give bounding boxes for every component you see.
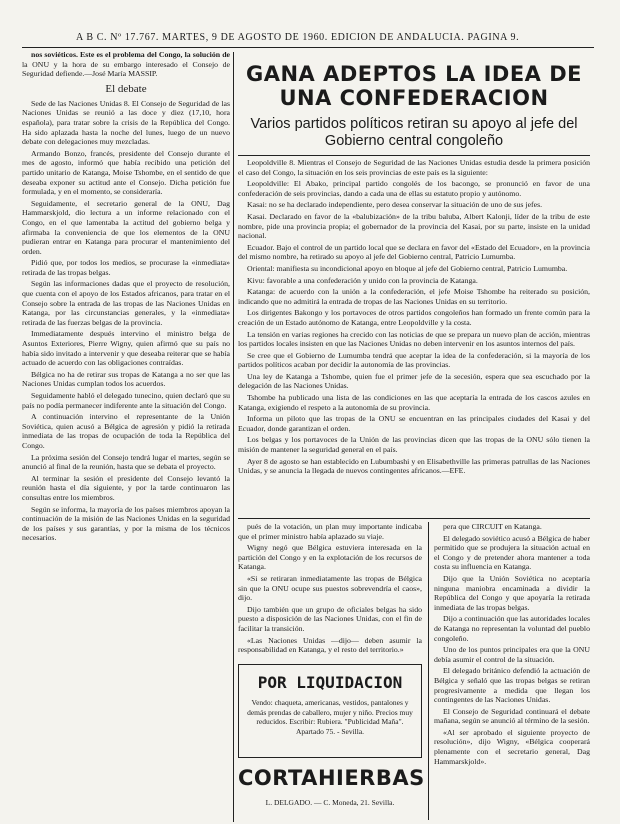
- lower-right-text: [434, 522, 590, 820]
- lower-left-paragraph: pués de la votación, un plan muy importante indicaba que el primer ministro había aplazado su viaje.: [238, 522, 422, 541]
- lower-right-paragraph: Dijo a continuación que las autoridades locales de Katanga no representan la voluntad del pueblo congoleño.: [434, 614, 590, 643]
- lower-right-paragraph: El delegado británico defendió la actuación de Bélgica y señaló que las tropas belgas se retiran progresivamente a medida que llegan los contingentes de las Naciones Unidas.: [434, 666, 590, 705]
- left-paragraph: Seguidamente habló el delegado tunecino, quien declaró que su país no podía permanecer indiferente ante la situación del Congo.: [22, 391, 230, 410]
- left-paragraph: Immediatamente después intervino el ministro belga de Asuntos Exteriores, Pierre Wigny, quien afirmó que su país no había sido invitado a intervenir y que deseaba reiterar que se había actuado de acuerdo con las obligaciones contraídas.: [22, 329, 230, 368]
- left-paragraph: La próxima sesión del Consejo tendrá lugar el martes, según se anunció al final de la reunión, hasta que se debata el proyecto.: [22, 452, 230, 472]
- ad-cortahierbas-title: CORTAHIERBAS: [238, 766, 425, 790]
- left-paragraph: A continuación intervino el representante de la Unión Soviética, quien acusó a Bélgica de agresión y pidió la retirada inmediata de las tropas de ocupación de toda la República del Congo.: [22, 412, 230, 450]
- lower-left-paragraph: Dijo también que un grupo de oficiales belgas ha sido puesto a disposición de las Naciones Unidas, con el fin de facilitar la transición.: [238, 604, 422, 633]
- left-column-intro: nos soviéticos. Este es el problema del Congo, la solución de la ONU y la hora de su embargo interesado el Consejo de Seguridad defiende.—José María MASSIP.: [22, 50, 230, 79]
- left-paragraph: Según las informaciones dadas que el proyecto de resolución, que cuenta con el apoyo de los Estados africanos, para tratar en el Consejo sobre la entrada de las tropas de las Naciones Unidas en Katanga, por las circunstancias generales, y la «inmediata» retirada de las fuerzas belgas de la provincia.: [22, 279, 230, 327]
- lower-left-text: [238, 522, 422, 657]
- left-paragraph: Según se informa, la mayoría de los países miembros apoyan la continuación de la misión de las Naciones Unidas en la seguridad de los países y sus garantías, y por la misma de los técnicos necesarios.: [22, 504, 230, 543]
- lower-right-paragraph: pera que CIRCUIT en Katanga.: [443, 522, 542, 531]
- lower-right-paragraph: El Consejo de Seguridad continuará el debate mañana, según se anunció al término de la sesión.: [434, 706, 590, 726]
- ad-liquidacion-body: Vendo: chaqueta, americanas, vestidos, pantalones y demás prendas de caballero, mujer y niño. Precios muy reducidos. Escribir: Rubiera. "Publicidad Maña". Apartado 75. - Sevilla.: [247, 698, 413, 736]
- page-folio: A B C. Nº 17.767. MARTES, 9 DE AGOSTO DE 1960. EDICION DE ANDALUCIA. PAGINA 9.: [76, 32, 520, 43]
- main-paragraph: Leopoldville: El Abako, principal partido congolés de los bacongo, se pronunció en favor de una confederación de seis provincias, dando a cada una de ellas su estatuto propio y autónomo.: [238, 179, 590, 198]
- lower-left-paragraph: Wigny negó que Bélgica estuviera interesada en la partición del Congo y en la explotación de los recursos de Katanga.: [238, 543, 422, 572]
- left-paragraph: Armando Bonzo, francés, presidente del Consejo durante el mes de agosto, informó que había recibido una petición del partido unitario de Katanga, Moise Tshombe, en el sentido de que deseaba exponer su actitud ante el Consejo. Dicha petición fue formulada, y en el momento, se consideraría.: [22, 148, 230, 197]
- lower-rule: [238, 518, 590, 519]
- lower-right-paragraph: «Al ser aprobado el siguiente proyecto de resolución», dijo Wigny, «Bélgica cooperará plenamente con el secretario general, Dag Hammarskjold».: [434, 727, 590, 766]
- column-divider-lower: [428, 522, 429, 820]
- folio-rule: [22, 47, 594, 48]
- main-paragraph: Kasai: no se ha declarado independiente, pero desea conservar la situación de uno de sus jefes.: [247, 200, 543, 210]
- main-paragraph: Katanga: de acuerdo con la unión a la confederación, el jefe Moise Tshombe ha reiterado su posición, indicando que no admitirá la entrada de tropas de las Naciones Unidas en su territorio.: [238, 287, 590, 306]
- main-paragraph: Se cree que el Gobierno de Lumumba tendrá que aceptar la idea de la confederación, si la mayoría de los partidos políticos acaban por decidir la autonomía de las provincias.: [238, 350, 590, 370]
- main-paragraph: Oriental: manifiesta su incondicional apoyo en bloque al jefe del Gobierno central, Patricio Lumumba.: [247, 263, 568, 273]
- main-paragraph: Tshombe ha publicado una lista de las condiciones en las que aceptaría la entrada de los cascos azules en Katanga, exigiendo el respeto a la autonomía de su provincia.: [238, 393, 590, 412]
- main-paragraph: Kivu: favorable a una confederación y unido con la provincia de Katanga.: [247, 275, 478, 285]
- main-headline: GANA ADEPTOS LA IDEA DE UNA CONFEDERACION: [245, 62, 583, 110]
- main-deck: Varios partidos políticos retiran su apoyo al jefe del Gobierno central congoleño: [250, 116, 578, 149]
- lower-left-paragraph: «Las Naciones Unidas —dijo— deben asumir la responsabilidad en Katanga, y el resto del territorio.»: [238, 635, 422, 655]
- main-paragraph: Ayer 8 de agosto se han establecido en Lubumbashi y en Elisabethville las primeras patrullas de las Naciones Unidas, y se anuncia la llegada de nuevos contingentes africanos.—EFE.: [238, 456, 590, 476]
- left-column: [22, 50, 230, 822]
- main-paragraph: La tensión en varias regiones ha crecido con las noticias de que se prepara un nuevo plan de acción, mientras los partidos locales insisten en que las Naciones Unidas no deben intervenir en los asuntos internos del país.: [238, 329, 590, 349]
- left-paragraph: Bélgica no ha de retirar sus tropas de Katanga a no ser que las Naciones Unidas cumplan todos los acuerdos.: [22, 369, 230, 389]
- lower-right-paragraph: Uno de los puntos principales era que la ONU debía asumir el control de la situación.: [434, 645, 590, 664]
- main-paragraph: Leopoldville 8. Mientras el Consejo de Seguridad de las Naciones Unidas estudia desde la primera posición el caso del Congo, la situación en los seis provincias de este país es la siguiente:: [238, 158, 590, 177]
- section-title-el-debate: El debate: [105, 82, 147, 95]
- main-paragraph: Ecuador. Bajo el control de un partido local que se declara en favor del «Estado del Ecuador», en la provincia del mismo nombre, ha retirado su apoyo al jefe del Gobierno central, Patricio Lumumba.: [238, 242, 590, 262]
- lower-right-paragraph: Dijo que la Unión Soviética no aceptaría ninguna maniobra encaminada a dividir la República del Congo y que apoyaría la retirada inmediata de las tropas belgas.: [434, 573, 590, 612]
- left-paragraph: Pidió que, por todos los medios, se procurase la «inmediata» retirada de las tropas belgas.: [22, 258, 230, 277]
- main-paragraph: Los dirigentes Bakongo y los portavoces de otros partidos congoleños han formado un frente común para la creación de un Estado autónomo de Katanga, entre Leopoldville y la costa.: [238, 308, 590, 327]
- main-story: [238, 158, 590, 515]
- ad-cortahierbas-sub: L. DELGADO. — C. Moneda, 21. Sevilla.: [265, 798, 395, 807]
- ad-liquidacion-title: POR LIQUIDACION: [257, 673, 403, 692]
- lower-left-paragraph: «Si se retiraran inmediatamente las tropas de Bélgica sin que la ONU ocupe sus puestos sobrevendría el caos», dijo.: [238, 573, 422, 603]
- column-divider-left: [233, 52, 234, 822]
- left-paragraph: Al terminar la sesión el presidente del Consejo levantó la reunión hasta el día siguiente, y por la tarde continuaron las consultas entre los miembros.: [22, 473, 230, 502]
- lower-right-paragraph: El delegado soviético acusó a Bélgica de haber permitido que se produjera la situación actual en el Congo y de pretender ahora mantener a toda costa su influencia en Katanga.: [434, 533, 590, 572]
- main-paragraph: Una ley de Katanga a Tshombe, quien fue el primer jefe de la secesión, espera que sea escuchado por la delegación de las Naciones Unidas.: [238, 371, 590, 391]
- main-paragraph: Kasai. Declarado en favor de la «balubización» de la tribu baluba, Albert Kalonji, líder de la tribu de este nombre, pide una provincia propia; el gobernador de la provincia del Kasai, por su parte, insiste en la unidad nacional.: [238, 211, 590, 241]
- main-paragraph: Los belgas y los portavoces de la Unión de las provincias dicen que las tropas de la ONU sólo tienen la misión de mantener la seguridad general en el país.: [238, 435, 590, 455]
- left-paragraph: Sede de las Naciones Unidas 8. El Consejo de Seguridad de las Naciones Unidas se reunió a las doce y diez (17,10, hora española), para tratar sobre la crisis de la República del Congo. Ha sido aplazada hasta la noche del lunes, luego de un nuevo debate con delegaciones muy mezcladas.: [22, 98, 230, 147]
- left-paragraph: Seguidamente, el secretario general de la ONU, Dag Hammarskjold, dio lectura a un informe relacionado con el Congo, en el que lamentaba la actitud del gobierno belga y afirmaba la conveniencia de que los elementos de la ONU pudieran entrar en Katanga para procurar el mantenimiento del orden.: [22, 198, 230, 256]
- ad-liquidacion: [238, 664, 422, 758]
- deck-rule: [238, 155, 590, 156]
- main-paragraph: Informa un piloto que las tropas de la ONU se encuentran en las principales ciudades del Kasai y del Ecuador, donde garantizan el orden.: [238, 414, 590, 433]
